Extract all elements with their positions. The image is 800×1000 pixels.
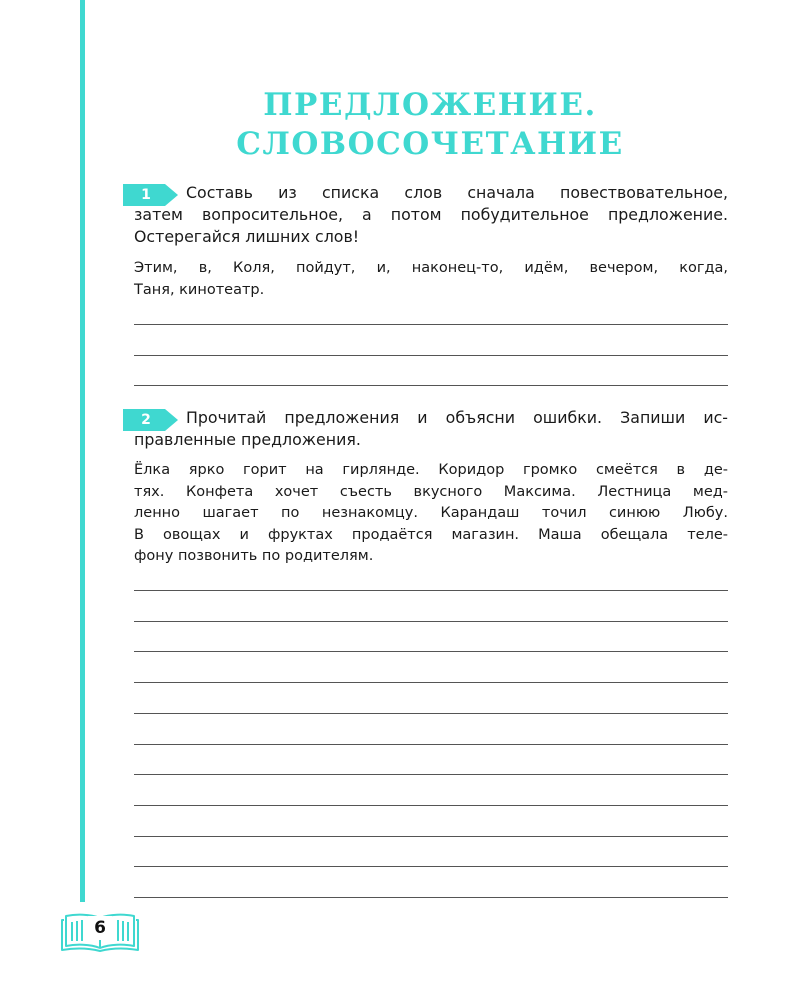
answer-line	[134, 590, 728, 591]
page-title-line-2: СЛОВОСОЧЕТАНИЕ	[236, 126, 624, 162]
content-line: Этим, в, Коля, пойдут, и, наконец-то, идём, вечером, когда,	[134, 260, 728, 276]
instruction-line: Составь из списка слов сначала повествовательное,	[186, 183, 728, 202]
content-line: ленно шагает по незнакомцу. Карандаш точил синюю Любу.	[134, 505, 728, 521]
answer-line	[134, 774, 728, 775]
answer-line	[134, 324, 728, 325]
content-line: фону позвонить по родителям.	[134, 548, 374, 564]
content-line: В овощах и фруктах продаётся магазин. Маша обещала теле-	[134, 526, 728, 543]
instruction-line: правленные предложения.	[134, 430, 361, 449]
task-content	[134, 460, 728, 568]
answer-line	[134, 836, 728, 837]
answer-line	[134, 866, 728, 867]
task-content	[134, 258, 728, 301]
content-line: Таня, кинотеатр.	[134, 281, 265, 298]
answer-line	[134, 385, 728, 386]
task-instruction	[134, 407, 728, 451]
answer-line	[134, 713, 728, 714]
answer-line	[134, 744, 728, 745]
answer-line	[134, 651, 728, 652]
task-number: 2	[141, 412, 151, 428]
task-instruction	[134, 182, 728, 248]
answer-line	[134, 682, 728, 683]
page-title	[120, 86, 740, 164]
page-number-badge	[60, 910, 140, 952]
instruction-line: Прочитай предложения и объясни ошибки. Запиши ис-	[186, 408, 728, 427]
margin-rule	[80, 0, 85, 902]
instruction-line: затем вопросительное, а потом побудительное предложение.	[134, 205, 728, 224]
content-line: Ёлка ярко горит на гирлянде. Коридор громко смеётся в де-	[134, 462, 728, 478]
answer-line	[134, 621, 728, 622]
page-number: 6	[94, 918, 106, 938]
page-title-line-1: ПРЕДЛОЖЕНИЕ.	[263, 87, 597, 123]
content-line: тях. Конфета хочет съесть вкусного Максима. Лестница мед-	[134, 483, 728, 500]
instruction-line: Остерегайся лишних слов!	[134, 227, 360, 246]
answer-line	[134, 805, 728, 806]
answer-line	[134, 897, 728, 898]
answer-line	[134, 355, 728, 356]
task-number: 1	[141, 187, 151, 203]
